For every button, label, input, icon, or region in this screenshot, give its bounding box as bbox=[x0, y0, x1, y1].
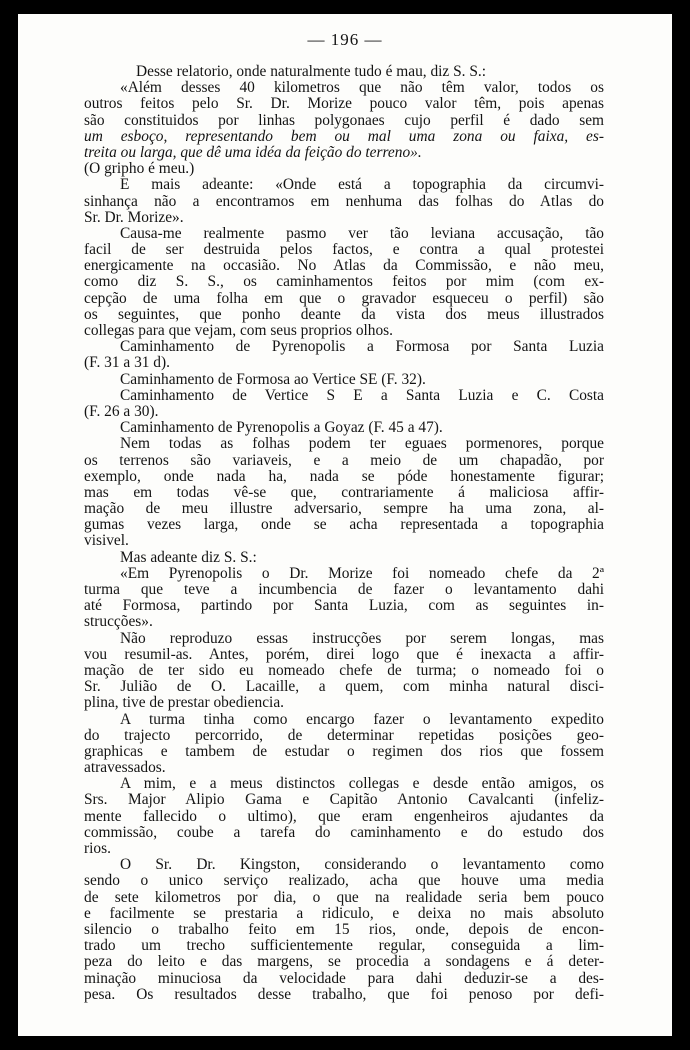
text-line: e facilmente se prestaria a ridiculo, e deixa no mais absoluto bbox=[84, 904, 604, 922]
text-line: mente fallecido o ultimo), que eram engenheiros ajudantes da bbox=[84, 807, 604, 825]
text-line: pesa. Os resultados desse trabalho, que foi penoso por defi- bbox=[84, 985, 604, 1003]
text-line: trado um trecho sufficientemente regular, conseguida a lim- bbox=[84, 937, 604, 955]
text-line: são constituidos por linhas polygonaes cujo perfil é dado sem bbox=[84, 111, 604, 129]
text-line: graphicas e tambem de estudar o regimen dos rios que fossem bbox=[84, 742, 604, 760]
text-line: collegas para que vejam, com seus proprios olhos. bbox=[84, 322, 394, 339]
text-line: turma que teve a incumbencia de fazer o levantamento dahi bbox=[84, 581, 604, 598]
text-line: Nem todas as folhas podem ter eguaes pormenores, porque bbox=[120, 435, 604, 453]
text-line: rios. bbox=[84, 840, 111, 857]
text-line: os seguintes, que ponho deante da vista dos meus illustrados bbox=[84, 305, 604, 323]
text-line: mação de ter sido eu nomeado chefe de turma; o nomeado foi o bbox=[84, 661, 604, 679]
text-line: atravessados. bbox=[84, 759, 166, 777]
text-line: A mim, e a meus distinctos collegas e desde então amigos, os bbox=[120, 775, 604, 793]
text-line: mas em todas vê-se que, contrariamente á maliciosa affir- bbox=[84, 483, 604, 501]
text-line: Caminhamento de Formosa ao Vertice SE (F. 32). bbox=[120, 370, 426, 388]
text-line: Não reproduzo essas instrucções por serem longas, mas bbox=[120, 629, 604, 647]
text-line: (F. 26 a 30). bbox=[84, 402, 159, 420]
text-line: «Em Pyrenopolis o Dr. Morize foi nomeado chefe da 2ª bbox=[120, 564, 604, 582]
text-line: E mais adeante: «Onde está a topographia da circumvi- bbox=[120, 176, 604, 194]
text-line: outros feitos pelo Sr. Dr. Morize pouco valor têm, pois apenas bbox=[84, 95, 604, 113]
text-line: Mas adeante diz S. S.: bbox=[120, 548, 257, 566]
text-line: exemplo, onde nada ha, nada se póde honestamente figurar; bbox=[84, 467, 604, 485]
text-line: Sr. Julião de O. Lacaille, a quem, com minha natural disci- bbox=[84, 678, 604, 696]
text-line: Causa-me realmente pasmo ver tão leviana accusação, tão bbox=[120, 224, 604, 242]
text-line: O Sr. Dr. Kingston, considerando o levantamento como bbox=[120, 856, 604, 874]
page-text bbox=[84, 64, 604, 1003]
page-number: — 196 — bbox=[307, 30, 383, 49]
text-line: Caminhamento de Pyrenopolis a Formosa por Santa Luzia bbox=[120, 338, 604, 356]
text-line: do trajecto percorrido, de determinar repetidas posições geo- bbox=[84, 726, 604, 744]
text-line: como diz S. S., os caminhamentos feitos por mim (com ex- bbox=[84, 273, 604, 291]
text-line: (F. 31 a 31 d). bbox=[84, 354, 170, 372]
text-line: gumas vezes larga, onde se acha representada a topographia bbox=[84, 516, 604, 534]
text-line: visivel. bbox=[84, 532, 129, 550]
text-line: facil de ser destruida pelos factos, e contra a qual protestei bbox=[84, 241, 604, 259]
book-page bbox=[18, 14, 672, 1036]
text-line: mação de meu illustre adversario, sempre ha uma zona, al- bbox=[84, 500, 604, 518]
text-line: Srs. Major Alipio Gama e Capitão Antonio Cavalcanti (infeliz- bbox=[84, 791, 604, 809]
text-line: Caminhamento de Vertice S E a Santa Luzia e C. Costa bbox=[120, 386, 604, 404]
text-line: um esboço, representando bem ou mal uma zona ou faixa, es- bbox=[84, 127, 604, 145]
text-line: «Além desses 40 kilometros que não têm valor, todos os bbox=[120, 79, 604, 97]
text-line: (O gripho é meu.) bbox=[84, 160, 195, 178]
text-line: minação minuciosa da velocidade para dahi deduzir-se a des- bbox=[84, 969, 604, 987]
text-line: os terrenos são variaveis, e a meio de um chapadão, por bbox=[84, 451, 604, 469]
text-line: até Formosa, partindo por Santa Luzia, com as seguintes in- bbox=[84, 597, 604, 615]
text-line: treita ou larga, que dê uma idéa da feição do terreno». bbox=[84, 143, 422, 161]
text-line: commissão, coube a tarefa do caminhamento e do estudo dos bbox=[84, 823, 604, 841]
text-line: energicamente na occasião. No Atlas da Commissão, e não meu, bbox=[84, 257, 604, 275]
text-line: Desse relatorio, onde naturalmente tudo é mau, diz S. S.: bbox=[136, 63, 487, 80]
text-line: sinhança não a encontramos em nenhuma das folhas do Atlas do bbox=[84, 192, 604, 210]
text-line: cepção de uma folha em que o gravador esqueceu o perfil) são bbox=[84, 289, 604, 307]
text-line: Caminhamento de Pyrenopolis a Goyaz (F. 45 a 47). bbox=[120, 419, 443, 437]
text-line: plina, tive de prestar obediencia. bbox=[84, 694, 284, 712]
text-line: de sete kilometros por dia, o que na realidade seria bem pouco bbox=[84, 888, 604, 906]
text-line: vou resumil-as. Antes, porém, direi logo que é inexacta a affir- bbox=[84, 645, 604, 663]
text-line: sendo o unico serviço realizado, acha que houve uma media bbox=[84, 872, 604, 890]
text-line: Sr. Dr. Morize». bbox=[84, 208, 184, 226]
text-line: silencio o trabalho feito em 15 rios, onde, depois de encon- bbox=[84, 920, 604, 938]
text-line: strucções». bbox=[84, 613, 153, 631]
text-line: peza do leito e das margens, se procedia a sondagens e á deter- bbox=[84, 953, 604, 971]
text-line: A turma tinha como encargo fazer o levantamento expedito bbox=[120, 710, 604, 728]
